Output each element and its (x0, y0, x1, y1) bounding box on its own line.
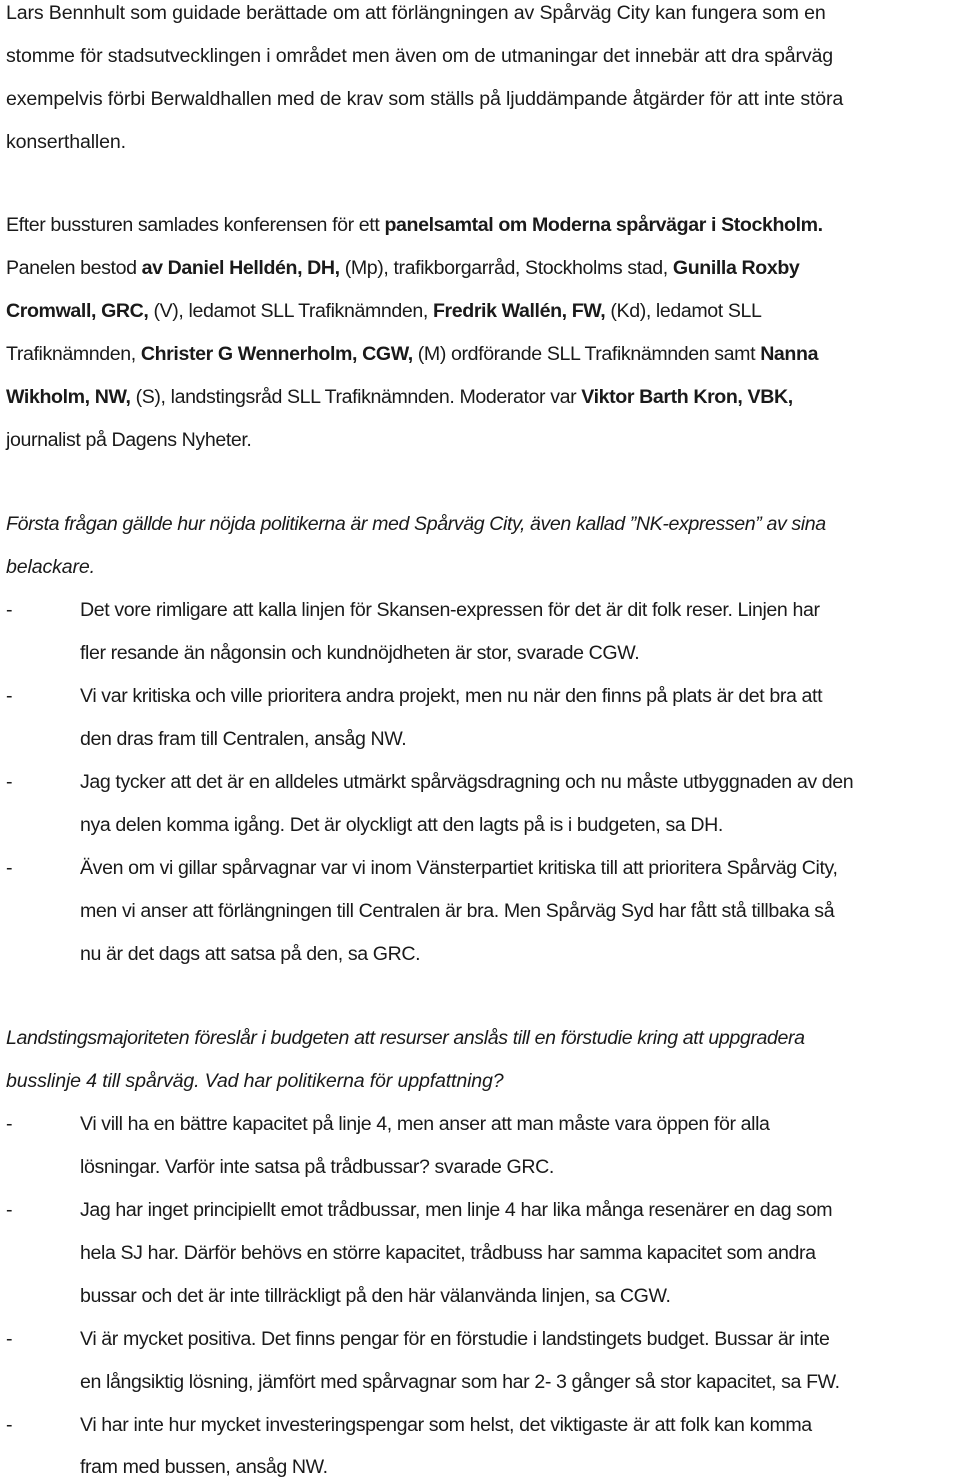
bold-span: Nanna (760, 343, 819, 365)
text-line: nya delen komma igång. Det är olyckligt att den lagts på is i budgeten, sa DH. (80, 814, 723, 836)
bold-span: Viktor Barth Kron, VBK, (581, 386, 793, 408)
text-span: (Mp), trafikborgarråd, Stockholms stad, (339, 257, 673, 279)
bold-span: Wikholm, NW, (6, 386, 131, 408)
text-line: konserthallen. (6, 131, 126, 153)
text-line: nu är det dags att satsa på den, sa GRC. (80, 943, 421, 965)
text-line: exempelvis förbi Berwaldhallen med de krav som ställs på ljuddämpande åtgärder för att inte störa (6, 88, 844, 110)
text-line: Vi är mycket positiva. Det finns pengar för en förstudie i landstingets budget. Bussar är inte (80, 1328, 830, 1350)
question-line: Landstingsmajoriteten föreslår i budgeten att resurser anslås till en förstudie kring att uppgradera (6, 1027, 805, 1049)
text-line: journalist på Dagens Nyheter. (6, 429, 252, 451)
bold-span: Fredrik Wallén, FW, (432, 300, 606, 322)
list-dash: - (6, 1328, 13, 1350)
text-span: (V), ledamot SLL Trafiknämnden, (148, 300, 433, 322)
bold-span: Gunilla Roxby (672, 257, 800, 279)
list-dash: - (6, 857, 13, 879)
text-line (6, 385, 793, 409)
question-line: busslinje 4 till spårväg. Vad har politikerna för uppfattning? (6, 1070, 504, 1092)
text-span: (S), landstingsråd SLL Trafiknämnden. Moderator var (130, 386, 582, 408)
text-line: stomme för stadsutvecklingen i området men även om de utmaningar det innebär att dra spårväg (6, 45, 834, 67)
bold-span: panelsamtal om Moderna spårvägar i Stockholm. (384, 214, 823, 236)
question-line: Första frågan gällde hur nöjda politikerna är med Spårväg City, även kallad ”NK-expressen” av sina (6, 513, 826, 535)
text-line: Vi vill ha en bättre kapacitet på linje 4, men anser att man måste vara öppen för alla (80, 1113, 770, 1135)
text-line: den dras fram till Centralen, ansåg NW. (80, 728, 407, 750)
text-span: Panelen bestod (6, 257, 142, 279)
bold-span: av Daniel Helldén, DH, (141, 257, 340, 279)
list-dash: - (6, 1199, 13, 1221)
list-dash: - (6, 685, 13, 707)
text-line: Jag har inget principiellt emot trådbussar, men linje 4 har lika många resenärer en dag som (80, 1199, 833, 1221)
text-line: Även om vi gillar spårvagnar var vi inom Vänsterpartiet kritiska till att prioritera Spårväg City, (80, 857, 838, 879)
text-line: Vi var kritiska och ville prioritera andra projekt, men nu när den finns på plats är det bra att (80, 685, 823, 707)
text-span: Trafiknämnden, (6, 343, 141, 365)
text-line (6, 299, 762, 323)
text-line: fler resande än någonsin och kundnöjdheten är stor, svarade CGW. (80, 642, 640, 664)
text-line: Jag tycker att det är en alldeles utmärkt spårvägsdragning och nu måste utbyggnaden av den (80, 771, 854, 793)
text-line: men vi anser att förlängningen till Centralen är bra. Men Spårväg Syd har fått stå tillbaka så (80, 900, 835, 922)
text-line: Det vore rimligare att kalla linjen för Skansen-expressen för det är dit folk reser. Linjen har (80, 599, 820, 621)
bold-span: Christer G Wennerholm, CGW, (140, 343, 413, 365)
text-line: en långsiktig lösning, jämfört med spårvagnar som har 2- 3 gånger så stor kapacitet, sa FW. (80, 1371, 840, 1393)
list-dash: - (6, 771, 13, 793)
list-dash: - (6, 599, 13, 621)
list-dash: - (6, 1113, 13, 1135)
text-line (6, 213, 823, 237)
text-line: Lars Bennhult som guidade berättade om att förlängningen av Spårväg City kan fungera som en (6, 2, 826, 24)
text-line: Vi har inte hur mycket investeringspengar som helst, det viktigaste är att folk kan komma (80, 1414, 812, 1436)
text-span: (M) ordförande SLL Trafiknämnden samt (412, 343, 761, 365)
text-span: Efter bussturen samlades konferensen för ett (6, 214, 385, 236)
text-line: fram med bussen, ansåg NW. (80, 1456, 328, 1478)
text-line: bussar och det är inte tillräckligt på den här välanvända linjen, sa CGW. (80, 1285, 671, 1307)
text-line: hela SJ har. Därför behövs en större kapacitet, trådbuss har samma kapacitet som andra (80, 1242, 816, 1264)
bold-span: Cromwall, GRC, (6, 300, 149, 322)
text-line: lösningar. Varför inte satsa på trådbussar? svarade GRC. (80, 1156, 554, 1178)
list-dash: - (6, 1414, 13, 1436)
question-line: belackare. (6, 556, 95, 578)
text-line (6, 256, 799, 280)
text-line (6, 342, 818, 366)
text-span: (Kd), ledamot SLL (605, 300, 762, 322)
